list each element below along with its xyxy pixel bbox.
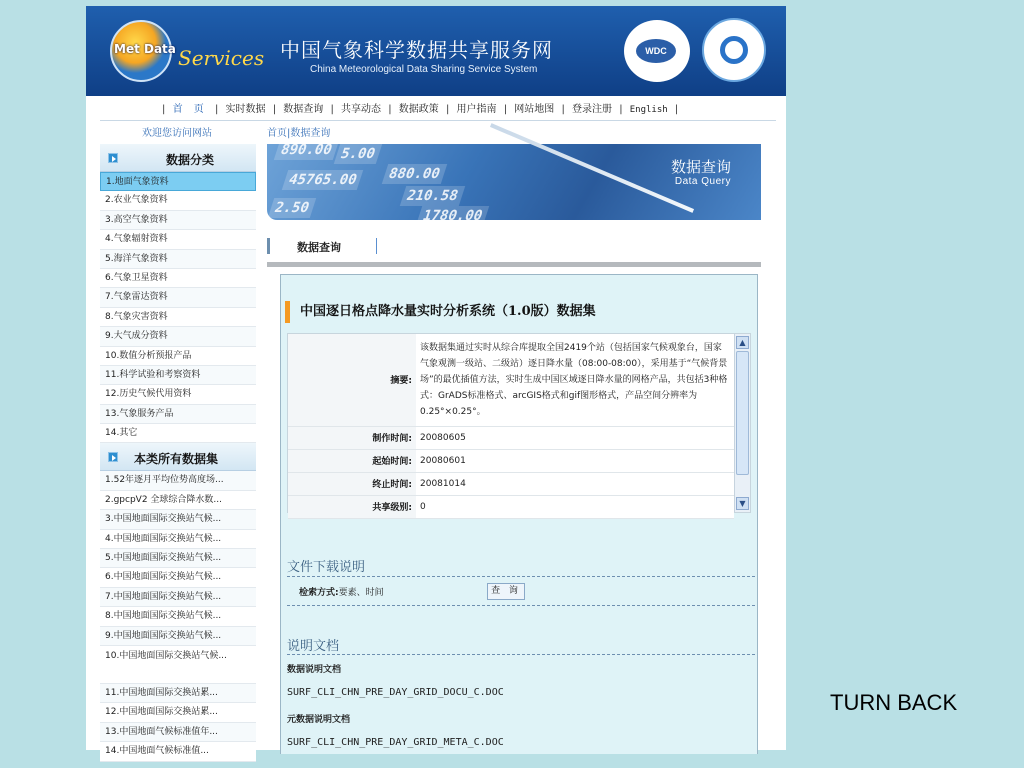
nav-realtime-data[interactable]: 实时数据 (225, 104, 266, 115)
scroll-down-icon[interactable]: ▼ (736, 497, 749, 510)
dataset-item[interactable]: 12.中国地面国际交换站累... (100, 703, 256, 722)
download-section-title: 文件下载说明 (287, 560, 366, 575)
category-item[interactable]: 10.数值分析预报产品 (100, 347, 256, 366)
nav-divider (100, 120, 776, 121)
field-value: 0 (416, 495, 734, 518)
category-item[interactable]: 7.气象雷达资料 (100, 288, 256, 307)
category-item[interactable]: 14.其它 (100, 424, 256, 443)
query-button[interactable]: 查 询 (487, 583, 525, 600)
site-banner (86, 6, 786, 96)
dataset-item[interactable]: 5.中国地面国际交换站气候... (100, 549, 256, 568)
category-item[interactable]: 6.气象卫星资料 (100, 269, 256, 288)
datasets-title: 本类所有数据集 (134, 452, 219, 467)
hero-title-en: Data Query (674, 176, 731, 187)
dataset-item[interactable]: 8.中国地面国际交换站气候... (100, 607, 256, 626)
search-method-row (299, 585, 384, 598)
scroll-up-icon[interactable]: ▲ (736, 336, 749, 349)
hero-title-cn: 数据查询 (670, 158, 731, 176)
dataset-metadata-box[interactable] (287, 333, 751, 513)
nav-user-guide[interactable]: 用户指南 (456, 104, 497, 115)
data-query-hero-banner (267, 142, 761, 224)
nav-data-policy[interactable]: 数据政策 (398, 104, 439, 115)
dataset-panel (280, 274, 758, 754)
docs-section-title: 说明文档 (287, 639, 340, 654)
hero-number: 5.00 (334, 144, 382, 164)
doc-file-link[interactable]: SURF_CLI_CHN_PRE_DAY_GRID_DOCU_C.DOC (287, 687, 504, 698)
nav-site-map[interactable]: 网站地图 (514, 104, 555, 115)
met-data-services-logo[interactable] (110, 16, 270, 86)
categories-header (100, 144, 256, 172)
section-divider (267, 262, 761, 267)
field-key: 制作时间: (288, 426, 416, 449)
site-title-cn: 中国气象科学数据共享服务网 (280, 38, 553, 62)
doc-file-link[interactable]: SURF_CLI_CHN_PRE_DAY_GRID_META_C.DOC (287, 737, 504, 748)
category-item[interactable]: 4.气象辐射资料 (100, 230, 256, 249)
main-nav: | 首 页 | 实时数据 | 数据查询 | 共享动态 | 数据政策 | 用户指南 | 网站地图 | 登录注册 | English | (162, 104, 679, 115)
category-item[interactable]: 9.大气成分资料 (100, 327, 256, 346)
hero-number: 890.00 (274, 140, 339, 160)
dataset-item[interactable]: 11.中国地面国际交换站累... (100, 684, 256, 703)
category-item[interactable]: 2.农业气象资料 (100, 191, 256, 210)
logo-met-data-text: Met Data (114, 42, 176, 56)
dataset-title: 中国逐日格点降水量实时分析系统（1.0版）数据集 (285, 301, 596, 323)
site-title-en: China Meteorological Data Sharing Service System (310, 64, 538, 75)
field-key: 摘要: (288, 334, 416, 426)
wdc-logo-icon[interactable] (624, 20, 690, 82)
dataset-list (100, 471, 256, 761)
hero-number: 210.58 (400, 186, 465, 206)
pen-graphic (490, 123, 694, 213)
nav-data-query[interactable]: 数据查询 (283, 104, 324, 115)
arrow-bullet-icon (108, 153, 118, 163)
dataset-item[interactable]: 4.中国地面国际交换站气候... (100, 530, 256, 549)
category-item[interactable]: 12.历史气候代用资料 (100, 385, 256, 404)
dataset-item[interactable]: 10.中国地面国际交换站气候... (100, 646, 256, 684)
cma-emblem-icon[interactable] (702, 18, 766, 82)
dataset-item[interactable]: 13.中国地面气候标准值年... (100, 723, 256, 742)
field-value: 20080601 (416, 449, 734, 472)
dataset-item[interactable]: 6.中国地面国际交换站气候... (100, 568, 256, 587)
dataset-item[interactable]: 2.gpcpV2 全球综合降水数... (100, 491, 256, 510)
field-value: 20080605 (416, 426, 734, 449)
dataset-item[interactable]: 7.中国地面国际交换站气候... (100, 588, 256, 607)
field-key: 起始时间: (288, 449, 416, 472)
section-tab-bar (267, 236, 761, 258)
field-key: 终止时间: (288, 472, 416, 495)
hero-number: 2.50 (268, 198, 316, 218)
doc-label: 元数据说明文档 (287, 715, 351, 725)
browser-page (86, 6, 786, 757)
dataset-item[interactable]: 3.中国地面国际交换站气候... (100, 510, 256, 529)
categories-title: 数据分类 (166, 153, 215, 167)
field-key: 共享级别: (288, 495, 416, 518)
search-method-label: 检索方式: (299, 588, 339, 598)
doc-label: 数据说明文档 (287, 665, 342, 675)
category-item[interactable]: 8.气象灾害资料 (100, 308, 256, 327)
wdc-logo-text: WDC (636, 39, 676, 63)
nav-sharing-news[interactable]: 共享动态 (341, 104, 381, 115)
category-item[interactable]: 1.地面气象资料 (100, 172, 256, 191)
breadcrumb[interactable]: 首页|数据查询 (267, 128, 331, 139)
logo-services-text: Services (178, 46, 265, 70)
arrow-bullet-icon (108, 452, 118, 462)
nav-english[interactable]: English (629, 105, 668, 115)
scroll-thumb[interactable] (736, 351, 749, 475)
nav-login-register[interactable]: 登录注册 (572, 104, 612, 115)
hero-number: 45765.00 (282, 170, 364, 190)
category-item[interactable]: 3.高空气象资料 (100, 211, 256, 230)
dataset-item[interactable]: 1.52年逐月平均位势高度场... (100, 471, 256, 490)
section-tab-label: 数据查询 (297, 241, 341, 254)
field-value: 该数据集通过实时从综合库提取全国2419个站（包括国家气候观象台，国家气象观测一级站、二级站）逐日降水量（08:00-08:00），采用基于“气候背景场”的最优插值方法，实时生成中国区域逐日降水量的网格产品，共包括3种格式：GrADS标准格式、arcGIS格式和gif图形格式，产品空间分辨率为0.25°×0.25°。 (416, 334, 734, 426)
sidebar (100, 144, 256, 762)
metadata-scrollbar[interactable] (734, 334, 750, 512)
field-value: 20081014 (416, 472, 734, 495)
turn-back-link[interactable]: TURN BACK (830, 690, 958, 715)
hero-number: 880.00 (382, 164, 447, 184)
category-item[interactable]: 11.科学试验和考察资料 (100, 366, 256, 385)
category-item[interactable]: 5.海洋气象资料 (100, 250, 256, 269)
hero-number: 1780.00 (416, 206, 490, 226)
datasets-header (100, 443, 256, 471)
welcome-text: 欢迎您访问网站 (142, 128, 212, 139)
dataset-item[interactable]: 9.中国地面国际交换站气候... (100, 627, 256, 646)
category-item[interactable]: 13.气象服务产品 (100, 405, 256, 424)
dataset-item[interactable]: 14.中国地面气候标准值... (100, 742, 256, 761)
category-list (100, 172, 256, 443)
search-method-value: 要素、时间 (338, 588, 384, 598)
nav-home[interactable]: 首 页 (172, 104, 208, 115)
